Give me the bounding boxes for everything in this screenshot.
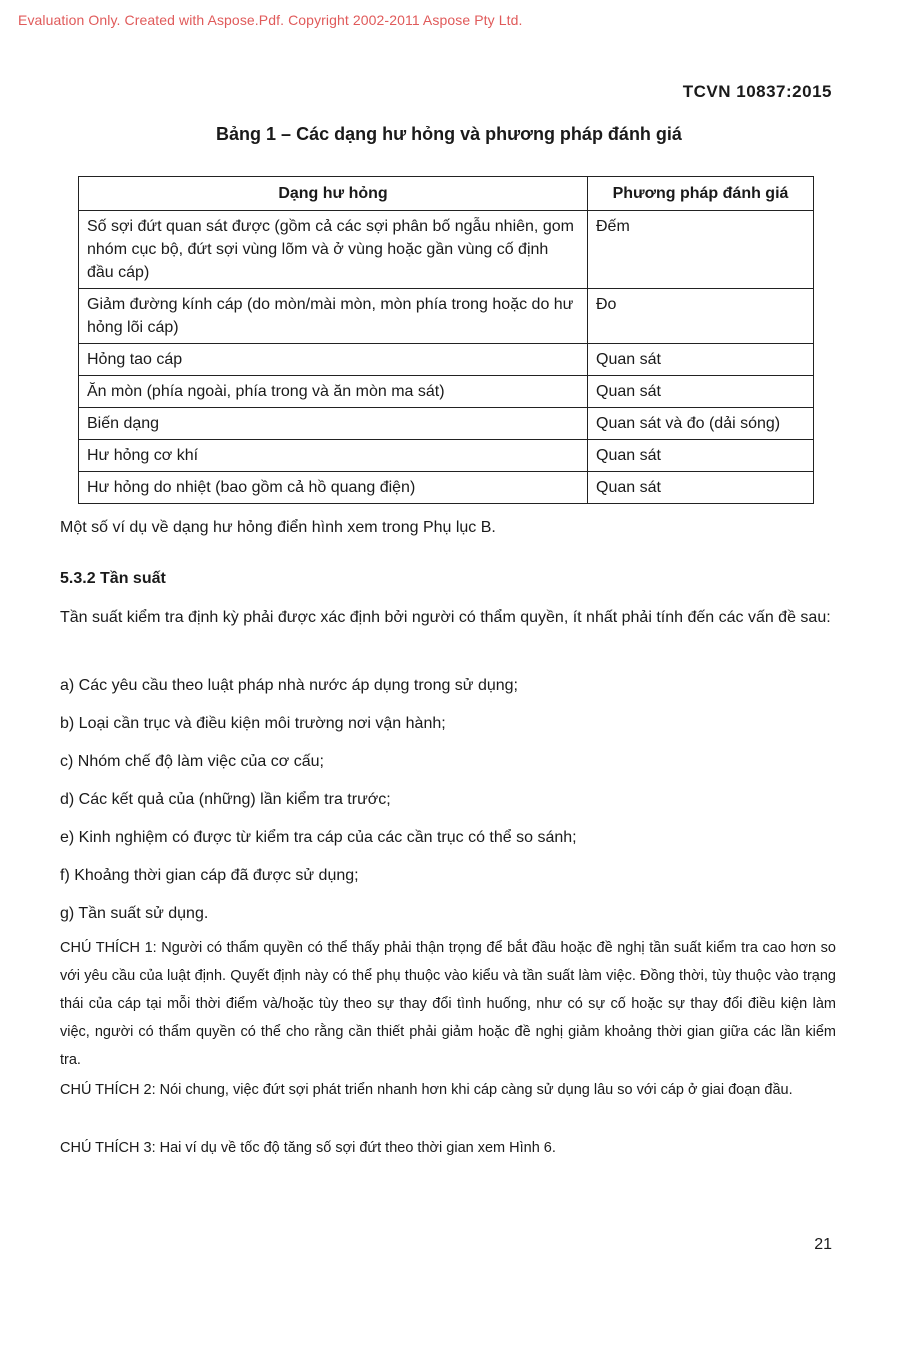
cell-damage-type: Giảm đường kính cáp (do mòn/mài mòn, mòn phía trong hoặc do hư hỏng lõi cáp): [79, 289, 588, 344]
header-damage-type: Dạng hư hỏng: [79, 177, 588, 211]
damage-table: [78, 176, 814, 504]
cell-method: Quan sát: [588, 376, 814, 408]
table-row: [79, 408, 814, 440]
list-item: d) Các kết quả của (những) lần kiểm tra trước;: [60, 791, 391, 808]
note-3: CHÚ THÍCH 3: Hai ví dụ về tốc độ tăng số sợi đứt theo thời gian xem Hình 6.: [60, 1140, 556, 1156]
cell-method: Đếm: [588, 211, 814, 289]
section-intro: Tần suất kiểm tra định kỳ phải được xác định bởi người có thẩm quyền, ít nhất phải tính đến các vấn đề sau:: [60, 609, 831, 626]
note-2: CHÚ THÍCH 2: Nói chung, việc đứt sợi phát triển nhanh hơn khi cáp càng sử dụng lâu so với cáp ở giai đoạn đầu.: [60, 1082, 793, 1098]
table-reference-text: Một số ví dụ về dạng hư hỏng điển hình xem trong Phụ lục B.: [60, 519, 496, 536]
cell-damage-type: Ăn mòn (phía ngoài, phía trong và ăn mòn ma sát): [79, 376, 588, 408]
cell-method: Quan sát và đo (dải sóng): [588, 408, 814, 440]
watermark-text: Evaluation Only. Created with Aspose.Pdf. Copyright 2002-2011 Aspose Pty Ltd.: [18, 12, 523, 28]
header-method: Phương pháp đánh giá: [588, 177, 814, 211]
table-row: [79, 440, 814, 472]
cell-damage-type: Hư hỏng do nhiệt (bao gồm cả hồ quang điện): [79, 472, 588, 504]
table-title: Bảng 1 – Các dạng hư hỏng và phương pháp đánh giá: [216, 124, 682, 144]
list-item: g) Tần suất sử dụng.: [60, 905, 209, 922]
table-header-row: [79, 177, 814, 211]
table-row: [79, 376, 814, 408]
cell-damage-type: Biến dạng: [79, 408, 588, 440]
list-item: f) Khoảng thời gian cáp đã được sử dụng;: [60, 867, 359, 884]
section-heading: 5.3.2 Tần suất: [60, 570, 166, 587]
list-item: b) Loại cần trục và điều kiện môi trường nơi vận hành;: [60, 715, 446, 732]
table-row: [79, 472, 814, 504]
list-item: a) Các yêu cầu theo luật pháp nhà nước áp dụng trong sử dụng;: [60, 677, 518, 694]
cell-damage-type: Số sợi đứt quan sát được (gồm cả các sợi phân bố ngẫu nhiên, gom nhóm cục bộ, đứt sợi vùng lõm và ở vùng hoặc gần vùng cố định đầu cáp): [79, 211, 588, 289]
note-1: CHÚ THÍCH 1: Người có thẩm quyền có thể thấy phải thận trọng để bắt đầu hoặc đề nghị tần suất kiểm tra cao hơn so với yêu cầu của luật định. Quyết định này có thể phụ thuộc vào kiểu và tần suất làm việc. Đồng thời, tùy thuộc vào trạng thái của cáp tại mỗi thời điểm và/hoặc tùy theo sự thay đổi tình huống, như có sự cố hoặc sự thay đổi điều kiện làm việc, người có thẩm quyền có thể cho rằng cần thiết phải giảm hoặc đề nghị giảm khoảng thời gian giữa các lần kiểm tra.: [60, 940, 836, 1068]
standard-code: TCVN 10837:2015: [682, 82, 832, 101]
table-row: [79, 344, 814, 376]
table-row: [79, 211, 814, 289]
table-row: [79, 289, 814, 344]
cell-method: Quan sát: [588, 440, 814, 472]
page-number: 21: [814, 1236, 832, 1253]
list-item: e) Kinh nghiệm có được từ kiểm tra cáp của các cần trục có thể so sánh;: [60, 829, 577, 846]
cell-damage-type: Hỏng tao cáp: [79, 344, 588, 376]
cell-method: Đo: [588, 289, 814, 344]
list-item: c) Nhóm chế độ làm việc của cơ cấu;: [60, 753, 324, 770]
cell-method: Quan sát: [588, 472, 814, 504]
cell-damage-type: Hư hỏng cơ khí: [79, 440, 588, 472]
cell-method: Quan sát: [588, 344, 814, 376]
